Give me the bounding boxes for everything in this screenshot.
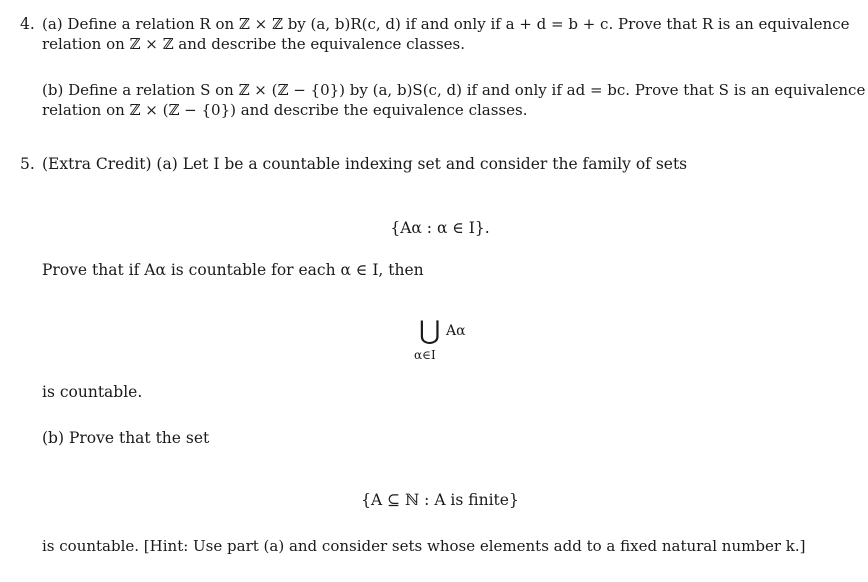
problem-5-number: 5. [20,155,35,173]
family-of-sets-display: {Aα : α ∈ I}. [390,219,490,237]
problem-4a-line-2: relation on ℤ × ℤ and describe the equivalence classes. [42,35,466,53]
problem-4-number: 4. [20,15,35,33]
finite-subsets-display: {A ⊆ ℕ : A is finite} [361,491,519,509]
hint-line: is countable. [Hint: Use part (a) and consider sets whose elements add to a fixed natural number k.] [42,537,806,555]
problem-5-intro: (Extra Credit) (a) Let I be a countable indexing set and consider the family of sets [42,155,688,173]
big-union-symbol: ⋃ [419,316,441,346]
prove-line: Prove that if Aα is countable for each α ∈ I, then [42,261,424,279]
problem-4b-line-2: relation on ℤ × (ℤ − {0}) and describe the equivalence classes. [42,101,528,119]
union-subscript: α∈I [414,348,436,362]
problem-4b-line-1: (b) Define a relation S on ℤ × (ℤ − {0}) by (a, b)S(c, d) if and only if ad = bc. Prove that S is an equivalence [42,81,866,99]
union-term: Aα [446,323,466,339]
is-countable-text: is countable. [42,383,143,401]
problem-5b-intro: (b) Prove that the set [42,429,210,447]
problem-4a-line-1: (a) Define a relation R on ℤ × ℤ by (a, b)R(c, d) if and only if a + d = b + c. Prove that R is an equivalence [42,15,850,33]
